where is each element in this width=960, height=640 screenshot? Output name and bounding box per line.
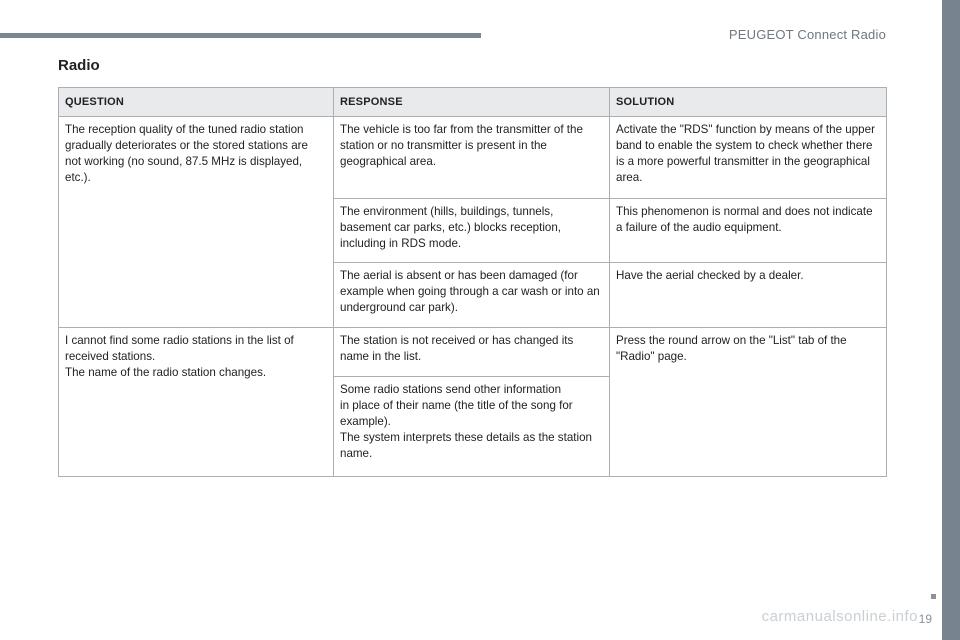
page-number: 19 — [918, 612, 932, 626]
header-response: RESPONSE — [334, 88, 610, 117]
header-rule — [0, 33, 481, 38]
response-cell: The aerial is absent or has been damaged (for example when going through a car wash or into an underground car park). — [334, 263, 610, 328]
table-row — [59, 328, 887, 377]
faq-table — [58, 87, 887, 477]
header-solution: SOLUTION — [610, 88, 887, 117]
continuation-marker — [931, 594, 936, 599]
question-cell: I cannot find some radio stations in the list of received stations. The name of the radio station changes. — [59, 328, 334, 477]
solution-cell: Activate the "RDS" function by means of the upper band to enable the system to check whether there is a more powerful transmitter in the geographical area. — [610, 117, 887, 199]
question-cell: The reception quality of the tuned radio station gradually deteriorates or the stored stations are not working (no sound, 87.5 MHz is displayed, etc.). — [59, 117, 334, 328]
table-row — [59, 117, 887, 199]
response-cell: Some radio stations send other information in place of their name (the title of the song for example). The system interprets these details as the station name. — [334, 377, 610, 477]
solution-cell: Press the round arrow on the "List" tab of the "Radio" page. — [610, 328, 887, 477]
solution-cell: Have the aerial checked by a dealer. — [610, 263, 887, 328]
response-cell: The environment (hills, buildings, tunnels, basement car parks, etc.) blocks reception, including in RDS mode. — [334, 199, 610, 263]
table-header-row — [59, 88, 887, 117]
manual-title: PEUGEOT Connect Radio — [728, 27, 886, 42]
header-question: QUESTION — [59, 88, 334, 117]
watermark: carmanualsonline.info — [761, 608, 918, 625]
solution-cell: This phenomenon is normal and does not indicate a failure of the audio equipment. — [610, 199, 887, 263]
response-cell: The vehicle is too far from the transmitter of the station or no transmitter is present in the geographical area. — [334, 117, 610, 199]
section-title: Radio — [58, 57, 100, 74]
response-cell: The station is not received or has changed its name in the list. — [334, 328, 610, 377]
side-band — [942, 0, 960, 640]
